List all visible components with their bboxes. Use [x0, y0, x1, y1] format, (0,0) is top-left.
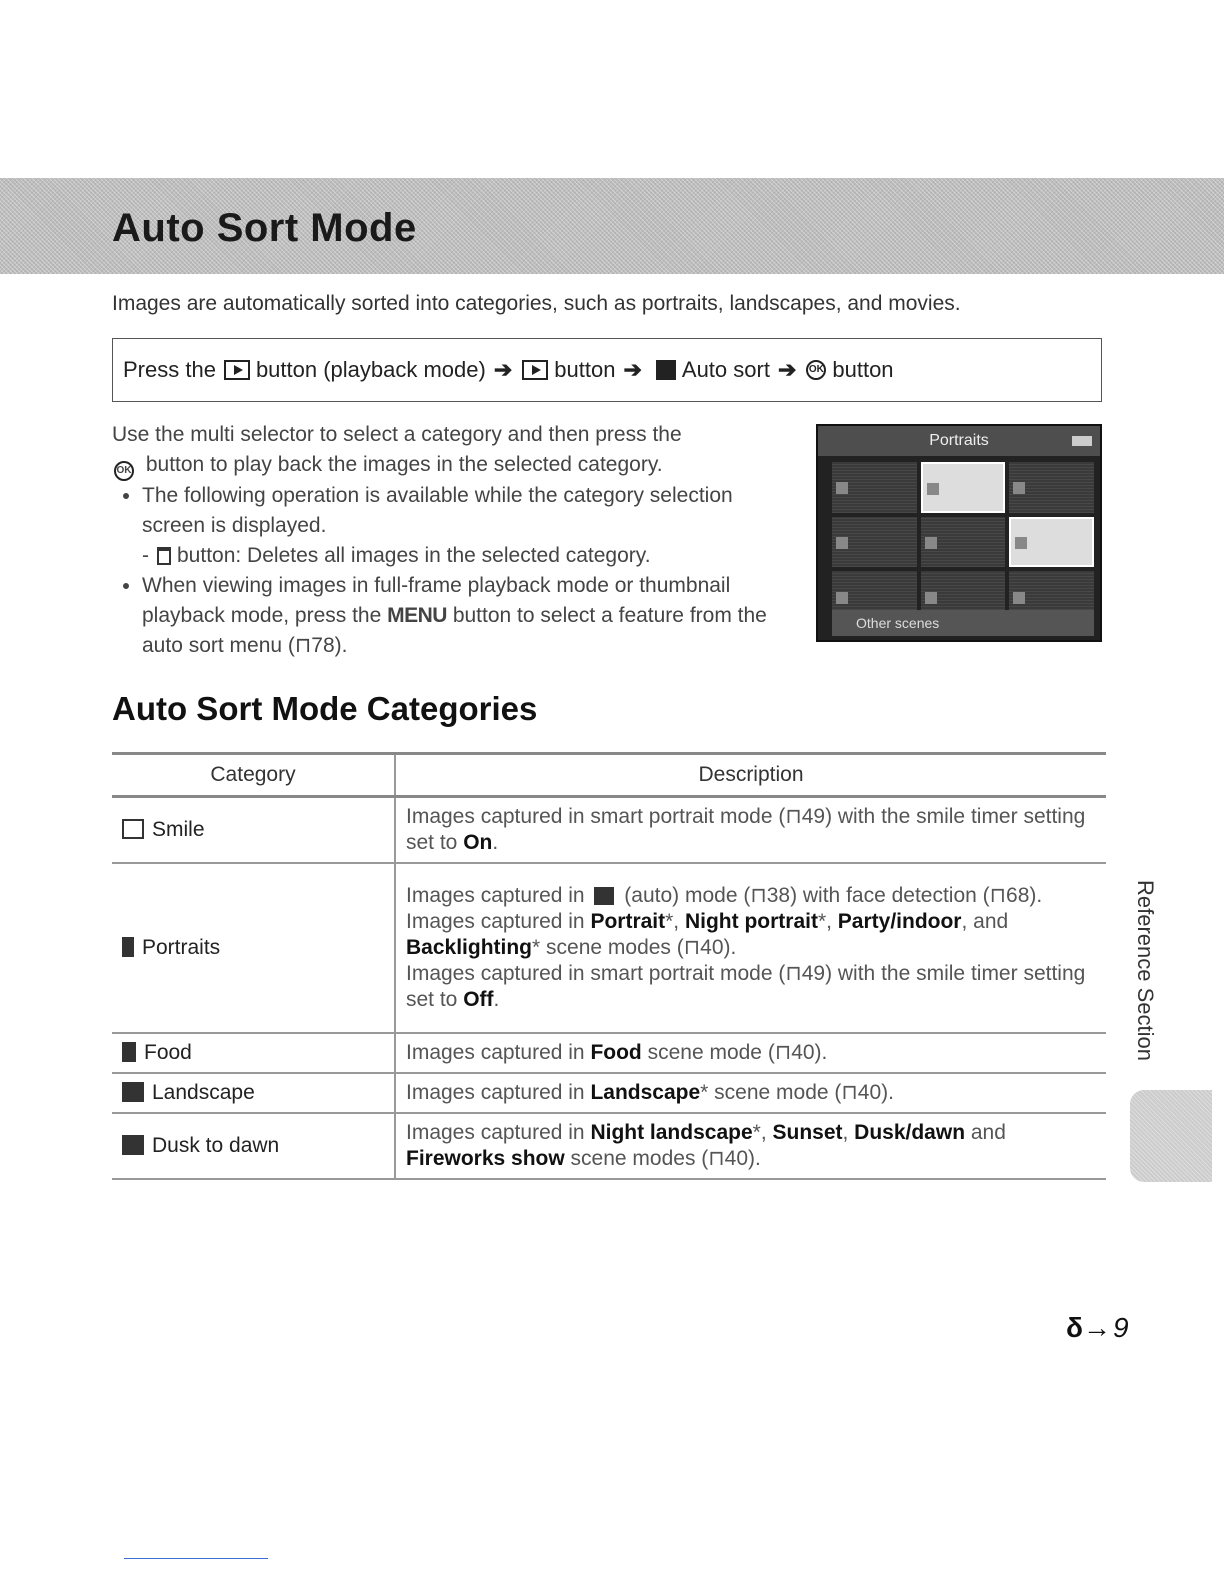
description-bold: Party/indoor [837, 910, 962, 933]
description-cell [395, 1113, 1106, 1179]
instruction-text: Use the multi selector to select a category and then press the [112, 423, 682, 446]
category-label: Food [144, 1041, 192, 1064]
table-row [112, 1073, 1106, 1113]
arrow-icon: ➔ [493, 357, 513, 382]
battery-icon [1072, 436, 1092, 446]
description-text: *, [665, 910, 685, 933]
description-text: . [493, 988, 500, 1011]
playback-icon [522, 360, 548, 380]
description-text: and [965, 1121, 1006, 1144]
category-label: Smile [152, 818, 205, 841]
description-bold: Landscape [590, 1081, 701, 1104]
description-bold: Night landscape [590, 1121, 753, 1144]
playback-icon [224, 360, 250, 380]
description-text: *, [752, 1121, 773, 1144]
path-playback-mode: button (playback mode) [255, 357, 486, 382]
dusk-icon [925, 537, 937, 549]
sub-list-item: - button: Deletes all images in the selected category. [142, 544, 651, 567]
camera-icon [594, 887, 614, 905]
list-item-text: The following operation is available while the category selection screen is displayed. [142, 484, 733, 537]
categories-table [112, 752, 1106, 1180]
category-cell [832, 517, 917, 568]
sub-list [142, 541, 792, 571]
description-cell [395, 1073, 1106, 1113]
sub-list-item-text: button: Deletes all images in the selected category. [177, 544, 651, 567]
instruction-text: button to play back the images in the selected category. [145, 453, 663, 476]
list-item-text: When viewing images in full-frame playback mode or thumbnail playback mode, press the [142, 574, 731, 627]
operation-path-box [112, 338, 1102, 402]
table-header-row [112, 754, 1106, 797]
category-label: Landscape [152, 1081, 255, 1104]
instruction-paragraph [112, 420, 792, 481]
dusk-to-dawn-icon [122, 1135, 144, 1155]
movie-icon [925, 592, 937, 604]
pet-icon [836, 592, 848, 604]
page-number [1066, 1312, 1129, 1344]
description-text: Images captured in [406, 884, 591, 907]
list-item [142, 571, 792, 661]
table-row [112, 1033, 1106, 1073]
description-bold: Food [590, 1041, 642, 1064]
footer-line [124, 1558, 268, 1559]
screen-footer: Other scenes [832, 610, 1094, 636]
instructions [112, 420, 792, 661]
menu-button-label: MENU [387, 604, 447, 627]
food-icon [1013, 482, 1025, 494]
description-bold: Fireworks show [406, 1147, 565, 1170]
instruction-list [112, 481, 792, 661]
description-text: scene modes (⊓40). [564, 1147, 761, 1170]
description-bold: Dusk/dawn [854, 1121, 966, 1144]
screen-title: Portraits [818, 426, 1100, 456]
description-text: Images captured in smart portrait mode (⊓49) with the smile timer setting set to [406, 805, 1086, 854]
list-item [142, 481, 792, 571]
arrow-icon: ➔ [623, 357, 642, 382]
ok-icon: OK [806, 360, 826, 380]
auto-sort-icon [656, 360, 676, 380]
description-text: Images captured in smart portrait mode (⊓49) with the smile timer setting set to [406, 962, 1086, 1011]
description-text: Images captured in [406, 1121, 591, 1144]
path-auto-sort: Auto sort [681, 357, 770, 382]
category-cell [1009, 517, 1094, 568]
description-text: , and [961, 910, 1009, 933]
list-item-text: button to select a feature from the auto sort menu (⊓78). [142, 604, 767, 657]
table-row [112, 1113, 1106, 1179]
description-text: Images captured in [406, 910, 591, 933]
closeup-icon [1015, 537, 1027, 549]
ok-icon: OK [114, 461, 134, 481]
description-text: * scene modes (⊓40). [532, 936, 737, 959]
landscape-icon [836, 537, 848, 549]
description-bold: Off [463, 988, 494, 1011]
category-grid [832, 462, 1094, 622]
page-number-value: 9 [1112, 1312, 1129, 1343]
path-press-the: Press the [123, 357, 216, 382]
path-ok-button: button [832, 357, 894, 382]
description-text: . [492, 831, 499, 854]
description-text: Images captured in [406, 1081, 591, 1104]
category-cell [1009, 462, 1094, 513]
portrait-icon [927, 483, 939, 495]
description-cell [395, 1033, 1106, 1073]
camera-screen-illustration [816, 424, 1102, 642]
category-cell [112, 797, 395, 864]
column-header-category: Category [112, 754, 395, 797]
description-text: , [842, 1121, 855, 1144]
description-cell [395, 863, 1106, 1033]
reference-icon: δ→ [1066, 1312, 1111, 1343]
description-cell [395, 797, 1106, 864]
column-header-description: Description [395, 754, 1106, 797]
side-label-text: Reference Section [1133, 880, 1158, 1061]
category-cell [112, 863, 395, 1033]
table-row [112, 863, 1106, 1033]
category-cell [112, 1033, 395, 1073]
portrait-icon [122, 937, 134, 957]
intro-text: Images are automatically sorted into categories, such as portraits, landscapes, and movies. [112, 292, 961, 315]
smile-icon [122, 819, 144, 839]
category-label: Portraits [142, 936, 221, 959]
section-tab [1130, 1090, 1212, 1182]
description-bold: Sunset [772, 1121, 843, 1144]
arrow-icon: ➔ [777, 357, 797, 382]
category-cell-selected [921, 462, 1006, 513]
path-button: button [554, 357, 616, 382]
category-cell [921, 517, 1006, 568]
description-bold: Backlighting [406, 936, 533, 959]
description-text: scene mode (⊓40). [641, 1041, 828, 1064]
category-cell [832, 462, 917, 513]
description-bold: Portrait [590, 910, 666, 933]
page-title: Auto Sort Mode [112, 206, 417, 250]
description-text: Images captured in [406, 1041, 591, 1064]
category-cell [112, 1113, 395, 1179]
description-bold: On [463, 831, 493, 854]
food-icon [122, 1042, 136, 1062]
table-row [112, 797, 1106, 864]
landscape-icon [122, 1082, 144, 1102]
category-cell [112, 1073, 395, 1113]
category-label: Dusk to dawn [152, 1134, 280, 1157]
title-banner [0, 178, 1224, 274]
section-title: Auto Sort Mode Categories [112, 690, 538, 727]
description-text: *, [817, 910, 838, 933]
trash-icon [157, 547, 171, 565]
description-bold: Night portrait [684, 910, 818, 933]
side-section-label [1126, 880, 1166, 1070]
description-text: (auto) mode (⊓38) with face detection (⊓68). [618, 884, 1043, 907]
smile-icon [836, 482, 848, 494]
copy-icon [1013, 592, 1025, 604]
description-text: * scene mode (⊓40). [700, 1081, 894, 1104]
